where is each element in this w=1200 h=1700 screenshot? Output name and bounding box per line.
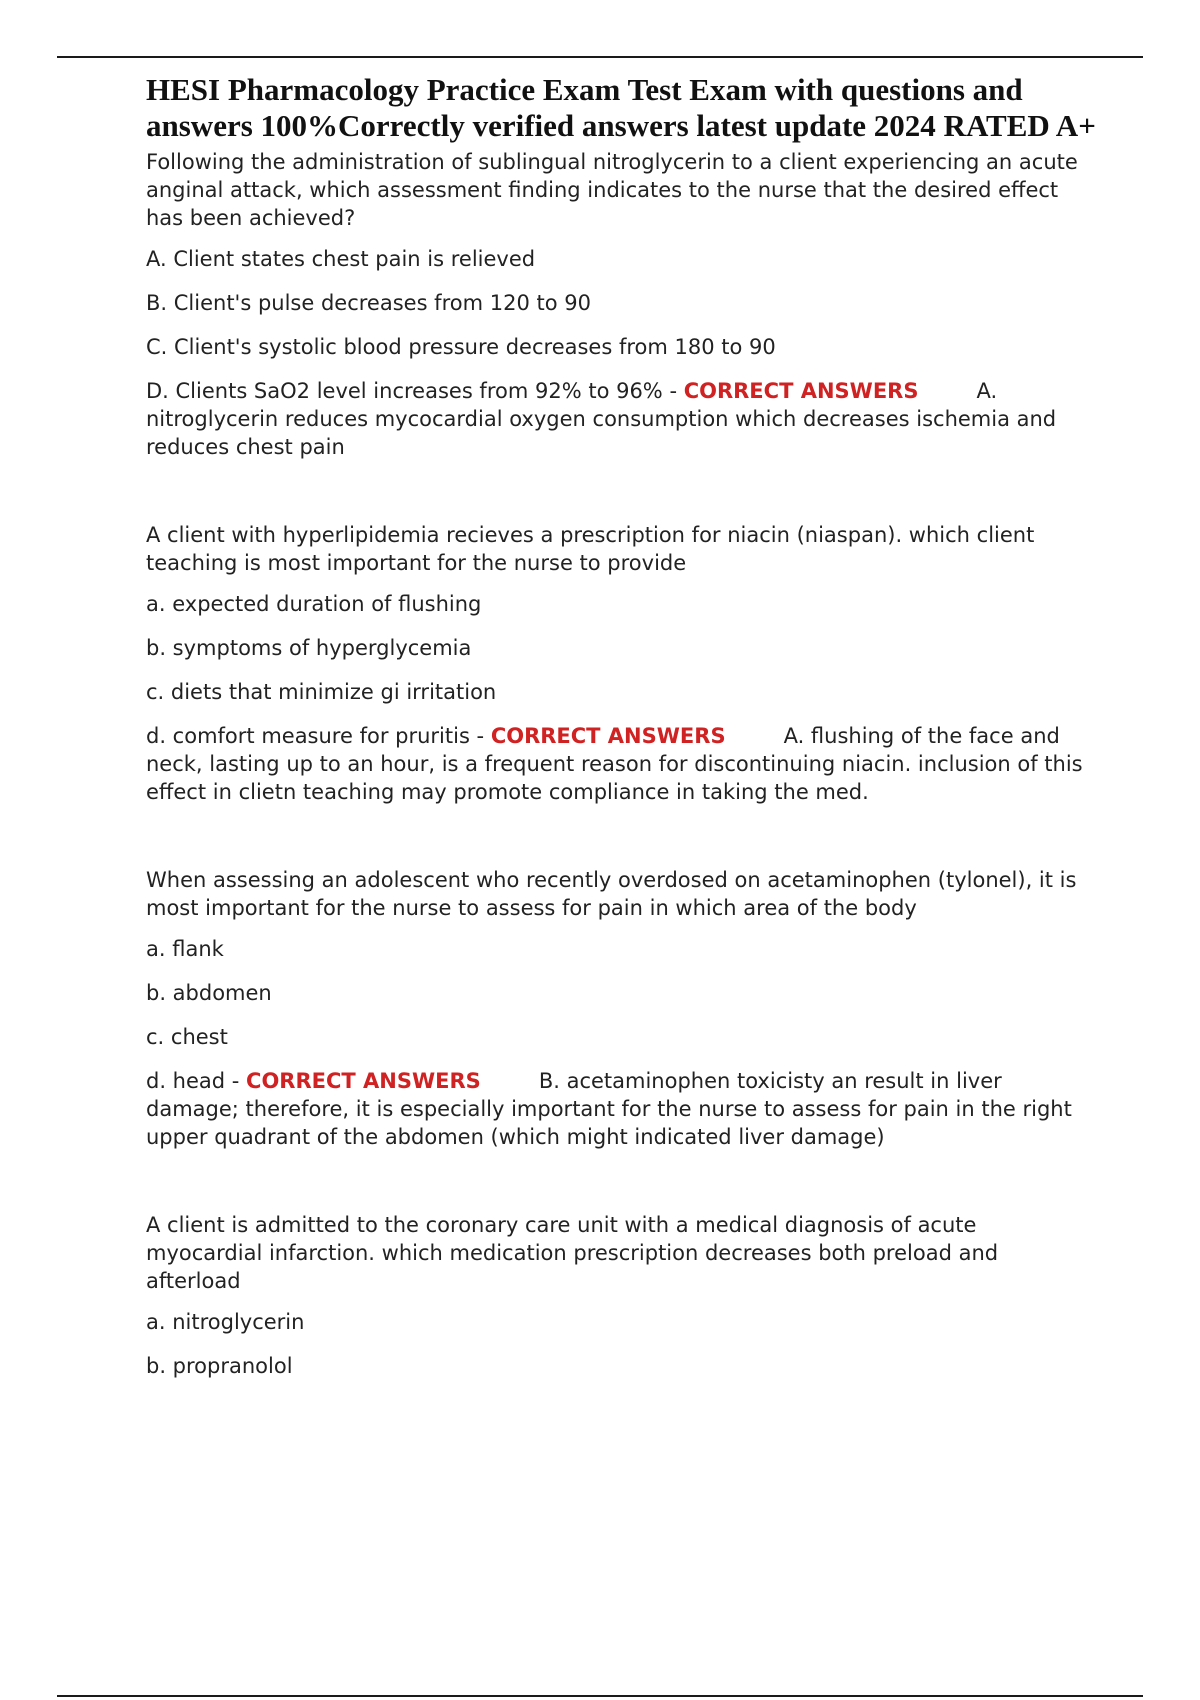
option-d-with-answer [146,722,1096,806]
correct-answers-label: CORRECT ANSWERS [246,1069,481,1093]
option-d-with-answer [146,1067,1096,1151]
option-a: A. Client states chest pain is relieved [146,247,536,271]
option-a: a. expected duration of flushing [146,592,482,616]
option-d-with-answer [146,377,1096,461]
option-b: b. abdomen [146,981,272,1005]
answer-rationale: B. acetaminophen toxicisty an result in liver damage; therefore, it is especially important for the nurse to assess for pain in the right upper quadrant of the abdomen (which might indicated liver damage) [146,1069,1072,1149]
question-text: A client is admitted to the coronary care unit with a medical diagnosis of acute myocardial infarction. which medication prescription decreases both preload and afterload [146,1213,999,1293]
question-text: A client with hyperlipidemia recieves a prescription for niacin (niaspan). which client teaching is most important for the nurse to provide [146,523,1035,575]
correct-answers-label: CORRECT ANSWERS [683,379,919,403]
option-c: c. chest [146,1025,228,1049]
option-b: B. Client's pulse decreases from 120 to 90 [146,291,591,315]
correct-answers-label: CORRECT ANSWERS [490,724,726,748]
option-c: C. Client's systolic blood pressure decreases from 180 to 90 [146,335,776,359]
question-text: When assessing an adolescent who recently overdosed on acetaminophen (tylonel), it is most important for the nurse to assess for pain in which area of the body [146,868,1077,920]
option-d: d. head - [146,1069,247,1093]
question-block-1 [146,148,1096,461]
option-d: d. comfort measure for pruritis - [146,724,491,748]
option-c: c. diets that minimize gi irritation [146,680,497,704]
document-title: HESI Pharmacology Practice Exam Test Exam with questions and answers 100%Correctly verified answers latest update 2024 RATED A+ [146,72,1096,143]
option-d: D. Clients SaO2 level increases from 92% to 96% - [146,379,684,403]
document-body [146,72,1096,1380]
bottom-rule [57,1695,1143,1697]
top-rule [57,56,1143,58]
option-b: b. propranolol [146,1354,293,1378]
option-a: a. nitroglycerin [146,1310,305,1334]
option-b: b. symptoms of hyperglycemia [146,636,472,660]
option-a: a. flank [146,937,224,961]
answer-rationale: A. nitroglycerin reduces mycocardial oxygen consumption which decreases ischemia and reduces chest pain [146,379,1057,459]
question-block-3 [146,866,1096,1151]
question-block-2 [146,521,1096,806]
answer-rationale: A. flushing of the face and neck, lasting up to an hour, is a frequent reason for discontinuing niacin. inclusion of this effect in clietn teaching may promote compliance in taking the med. [146,724,1083,804]
question-block-4 [146,1211,1096,1380]
question-text: Following the administration of sublingual nitroglycerin to a client experiencing an acute anginal attack, which assessment finding indicates to the nurse that the desired effect has been achieved? [146,150,1078,230]
